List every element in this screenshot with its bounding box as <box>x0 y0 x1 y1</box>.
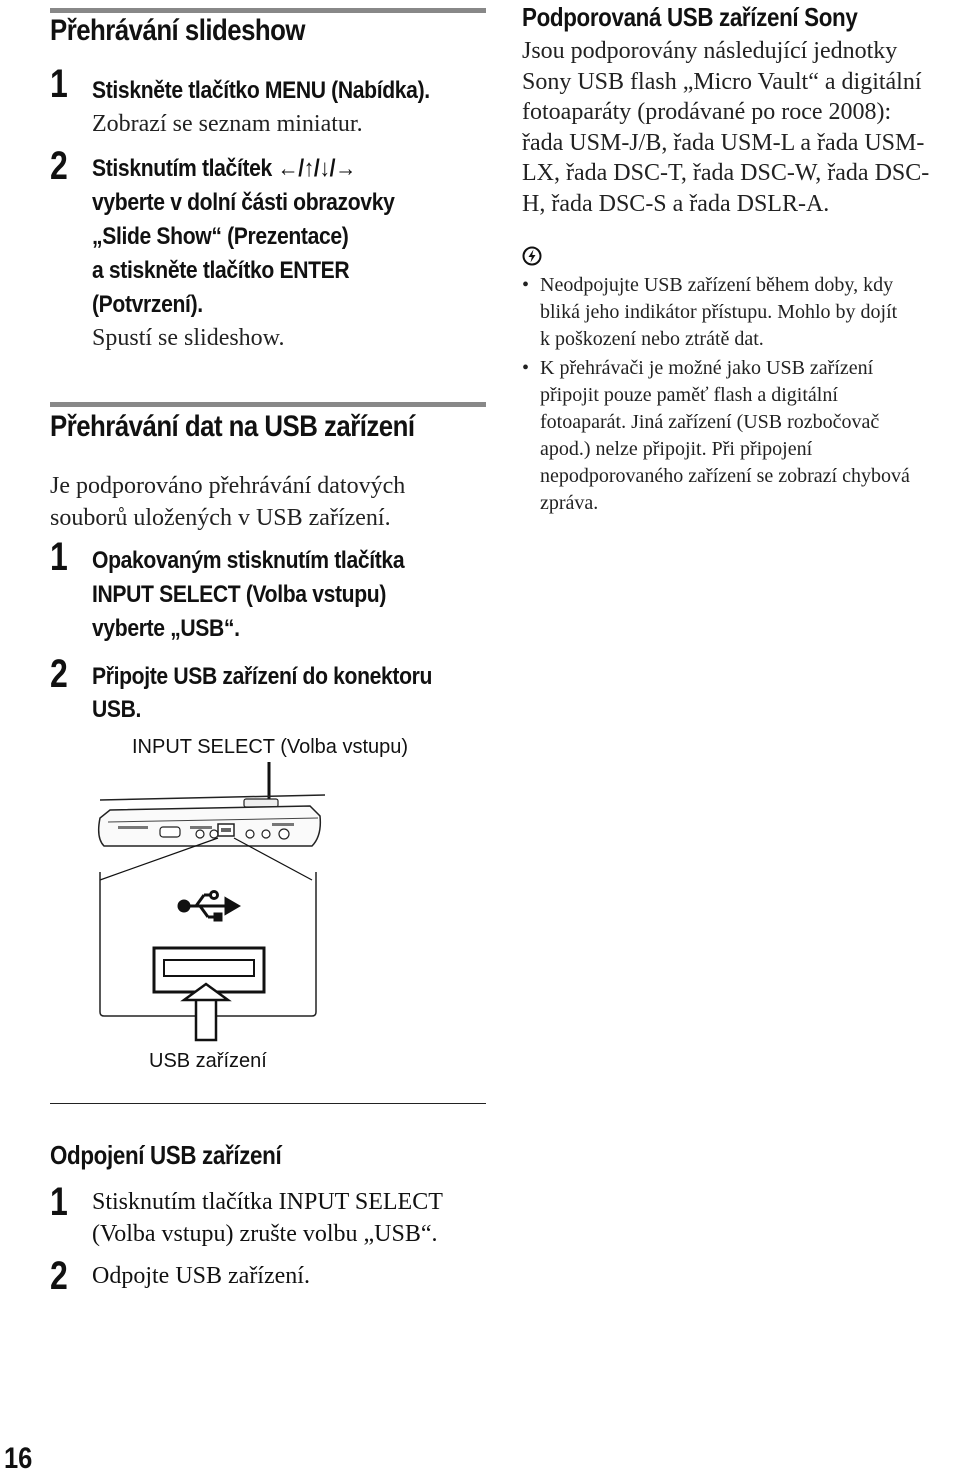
step-title-line: INPUT SELECT (Volba vstupu) <box>92 581 387 608</box>
disconnect-heading: Odpojení USB zařízení <box>50 1140 282 1170</box>
paragraph-line: Jsou podporovány následující jednotky <box>522 38 898 64</box>
paragraph-line: Sony USB flash „Micro Vault“ a digitální <box>522 68 922 95</box>
step-title-line: Stisknutím tlačítek ←/↑/↓/→ <box>92 155 356 182</box>
list-item <box>522 355 960 517</box>
divider <box>50 1103 486 1104</box>
bullet-line: • Neodpojujte USB zařízení během doby, kdy <box>540 274 894 296</box>
step-title-line: „Slide Show“ (Prezentace) <box>92 223 349 250</box>
list-item <box>522 272 960 353</box>
step-text-line: Stisknutím tlačítka INPUT SELECT <box>92 1189 443 1215</box>
bullet-line: nepodporovaného zařízení se zobrazí chybová <box>540 465 910 487</box>
note-icon <box>522 246 542 266</box>
step-title-line: (Potvrzení). <box>92 291 203 318</box>
paragraph-line: fotoaparáty (prodávané po roce 2008): <box>522 99 892 125</box>
step-title-line: vyberte v dolní části obrazovky <box>92 189 395 216</box>
page-number: 16 <box>4 1442 33 1475</box>
paragraph-line: řada USM-J/B, řada USM-L a řada USM- <box>522 129 925 156</box>
usb-intro-line: souborů uložených v USB zařízení. <box>50 505 391 531</box>
step-number: 2 <box>50 1254 68 1298</box>
usb-intro-line: Je podporováno přehrávání datových <box>50 473 406 499</box>
paragraph-line: LX, řada DSC-T, řada DSC-W, řada DSC- <box>522 160 930 186</box>
bullet-line: připojit pouze paměť flash a digitální <box>540 384 838 406</box>
bullet-line: • K přehrávači je možné jako USB zařízení <box>540 357 874 379</box>
step-number: 2 <box>50 652 68 696</box>
step-title-line: USB. <box>92 696 142 723</box>
bullet-line: apod.) nelze připojit. Při připojení <box>540 438 813 460</box>
usb-device-label: USB zařízení <box>149 1050 267 1072</box>
section-rule <box>50 8 486 13</box>
step-number: 1 <box>50 1180 68 1224</box>
step-title-line: Opakovaným stisknutím tlačítka <box>92 547 405 574</box>
section-rule <box>50 402 486 407</box>
supported-devices-paragraph <box>522 36 960 219</box>
step-title: Stiskněte tlačítko MENU (Nabídka). <box>92 77 430 104</box>
notes-list <box>522 272 960 519</box>
step-text-line: (Volba vstupu) zrušte volbu „USB“. <box>92 1221 438 1247</box>
step-note: Spustí se slideshow. <box>92 325 285 351</box>
step-number: 1 <box>50 62 68 106</box>
step-number: 1 <box>50 535 68 579</box>
step-text-line: Odpojte USB zařízení. <box>92 1263 310 1289</box>
usb-symbol-icon <box>179 892 238 921</box>
supported-devices-heading: Podporovaná USB zařízení Sony <box>522 2 858 32</box>
step-number: 2 <box>50 144 68 188</box>
step-title-line: a stiskněte tlačítko ENTER <box>92 257 350 284</box>
step-note: Zobrazí se seznam miniatur. <box>92 111 363 137</box>
slideshow-heading: Přehrávání slideshow <box>50 14 305 47</box>
input-select-label: INPUT SELECT (Volba vstupu) <box>132 736 409 758</box>
bullet-line: fotoaparát. Jiná zařízení (USB rozbočovač <box>540 411 880 433</box>
paragraph-line: H, řada DSC-S a řada DSLR-A. <box>522 190 830 217</box>
step-title-line: Připojte USB zařízení do konektoru <box>92 663 433 690</box>
bullet-line: bliká jeho indikátor přístupu. Mohlo by dojít <box>540 301 898 323</box>
usb-heading: Přehrávání dat na USB zařízení <box>50 410 415 443</box>
bullet-line: k poškození nebo ztrátě dat. <box>540 328 764 350</box>
step-title-line: vyberte „USB“. <box>92 615 240 642</box>
bullet-line: zpráva. <box>540 492 599 514</box>
